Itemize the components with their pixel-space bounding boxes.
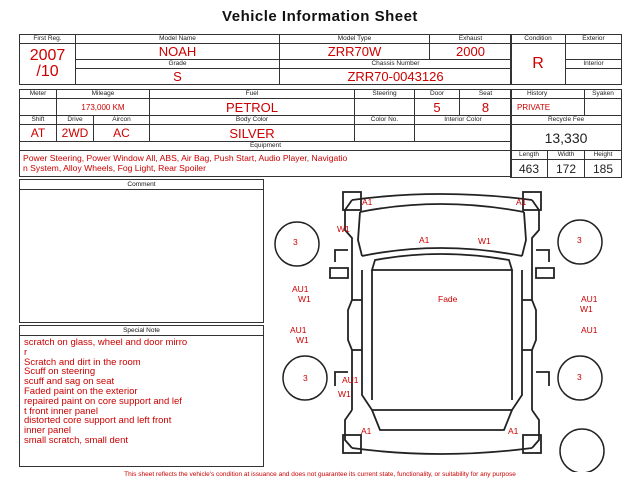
mark-w1-rear: W1 xyxy=(338,389,351,399)
mileage-value: 173,000 KM xyxy=(57,99,150,116)
condition-value: R xyxy=(511,44,566,85)
chassis-number-value: ZRR70-0043126 xyxy=(280,69,512,85)
door-value: 5 xyxy=(415,99,460,116)
fuel-value: PETROL xyxy=(150,99,355,116)
damage-marks xyxy=(290,197,598,436)
door-label: Door xyxy=(415,90,460,99)
special-note-line: Faded paint on the exterior xyxy=(24,385,138,397)
mark-w1-left-lower: W1 xyxy=(296,335,309,345)
length-value: 463 xyxy=(511,160,548,178)
first-reg-year: 2007 xyxy=(29,47,66,64)
mileage-label: Mileage xyxy=(57,90,150,99)
interior-color-value xyxy=(415,125,512,142)
info-grid-mid xyxy=(19,89,512,177)
special-note-line: repaired paint on core support and lef xyxy=(24,395,182,407)
special-note-line: r xyxy=(24,346,28,358)
interior-label: Interior xyxy=(566,60,622,69)
special-note-line: t front inner panel xyxy=(24,405,98,417)
meter-label: Meter xyxy=(20,90,57,99)
special-note-line: distorted core support and left front xyxy=(24,415,172,427)
special-note-line: scuff and sag on seat xyxy=(24,376,115,388)
height-label: Height xyxy=(585,151,622,160)
equipment-label: Equipment xyxy=(20,142,512,151)
mark-au1-left-lower: AU1 xyxy=(290,325,307,335)
shift-value: AT xyxy=(20,125,57,142)
special-note-line: Scratch and dirt in the room xyxy=(24,356,141,368)
mark-au1-right-lower: AU1 xyxy=(581,325,598,335)
model-name-label: Model Name xyxy=(76,35,280,44)
drive-value: 2WD xyxy=(57,125,94,142)
mark-w1-hood-right: W1 xyxy=(478,236,491,246)
info-grid-right xyxy=(510,89,622,178)
info-grid-top xyxy=(19,34,512,85)
exterior-value xyxy=(566,44,622,60)
special-note-list xyxy=(20,336,263,448)
condition-grid xyxy=(510,34,622,85)
body-color-value: SILVER xyxy=(150,125,355,142)
special-note-box xyxy=(19,325,264,467)
chassis-number-label: Chassis Number xyxy=(280,60,512,69)
special-note-line: scratch on glass, wheel and door mirro xyxy=(24,337,188,348)
comment-label: Comment xyxy=(20,180,263,190)
height-value: 185 xyxy=(585,160,622,178)
length-label: Length xyxy=(511,151,548,160)
steering-label: Steering xyxy=(355,90,415,99)
comment-value xyxy=(20,190,263,194)
model-type-value: ZRR70W xyxy=(280,44,430,60)
interior-color-label: Interior Color xyxy=(415,116,512,125)
mark-tire-fl: 3 xyxy=(293,237,298,247)
mark-fade: Fade xyxy=(438,294,458,304)
car-outline xyxy=(330,192,554,454)
equipment-value xyxy=(20,151,512,177)
seat-label: Seat xyxy=(460,90,512,99)
aircon-value: AC xyxy=(94,125,150,142)
condition-label: Condition xyxy=(511,35,566,44)
width-value: 172 xyxy=(548,160,585,178)
history-value: PRIVATE xyxy=(511,99,585,116)
color-no-value xyxy=(355,125,415,142)
drive-label: Drive xyxy=(57,116,94,125)
steering-value xyxy=(355,99,415,116)
syaken-value xyxy=(585,99,622,116)
first-reg-label: First Reg. xyxy=(20,35,76,44)
mark-a1-hood: A1 xyxy=(419,235,430,245)
first-reg-month: /10 xyxy=(36,63,59,80)
model-name-value: NOAH xyxy=(76,44,280,60)
mark-au1-left-upper: AU1 xyxy=(292,284,309,294)
equipment-line-1: Power Steering, Power Window All, ABS, Air Bag, Push Start, Audio Player, Navigatio xyxy=(23,153,348,163)
special-note-line: Scuff on steering xyxy=(24,366,96,378)
seat-value: 8 xyxy=(460,99,512,116)
car-damage-diagram xyxy=(268,180,640,472)
aircon-label: Aircon xyxy=(94,116,150,125)
recycle-fee-label: Recycle Fee xyxy=(511,116,622,125)
history-label: History xyxy=(511,90,585,99)
mark-w1-left-upper: W1 xyxy=(298,294,311,304)
mark-a1-front-right: A1 xyxy=(516,197,527,207)
mark-a1-rear-right: A1 xyxy=(508,426,519,436)
grade-label: Grade xyxy=(76,60,280,69)
fuel-label: Fuel xyxy=(150,90,355,99)
comment-box xyxy=(19,179,264,323)
equipment-line-2: n System, Alloy Wheels, Fog Light, Rear Spoiler xyxy=(23,163,206,173)
mark-w1-hood-left: W1 xyxy=(337,224,350,234)
special-note-line: inner panel xyxy=(24,425,72,437)
spare-tire xyxy=(560,429,604,472)
exhaust-value: 2000 xyxy=(430,44,512,60)
tires xyxy=(275,220,604,472)
recycle-fee-value: 13,330 xyxy=(511,125,622,151)
model-type-label: Model Type xyxy=(280,35,430,44)
sheet-title: Vehicle Information Sheet xyxy=(222,8,418,25)
special-note-line: small scratch, small dent xyxy=(24,434,129,446)
mark-au1-left-rear: AU1 xyxy=(342,375,359,385)
width-label: Width xyxy=(548,151,585,160)
grade-value: S xyxy=(76,69,280,85)
meter-value xyxy=(20,99,57,116)
mark-w1-right-upper: W1 xyxy=(580,304,593,314)
mark-tire-fr: 3 xyxy=(577,235,582,245)
special-note-label: Special Note xyxy=(20,326,263,336)
syaken-label: Syaken xyxy=(585,90,622,99)
mark-tire-rl: 3 xyxy=(303,373,308,383)
mark-a1-rear-left: A1 xyxy=(361,426,372,436)
body-color-label: Body Color xyxy=(150,116,355,125)
interior-value xyxy=(566,69,622,85)
exhaust-label: Exhaust xyxy=(430,35,512,44)
color-no-label: Color No. xyxy=(355,116,415,125)
mark-au1-right-upper: AU1 xyxy=(581,294,598,304)
first-reg-value xyxy=(20,44,76,85)
exterior-label: Exterior xyxy=(566,35,622,44)
mark-a1-front-left: A1 xyxy=(362,197,373,207)
mark-tire-rr: 3 xyxy=(577,372,582,382)
disclaimer-footer: This sheet reflects the vehicle's condition at issuance and does not guarantee its current state, functionality, or suitability for any purpose xyxy=(124,471,516,478)
shift-label: Shift xyxy=(20,116,57,125)
